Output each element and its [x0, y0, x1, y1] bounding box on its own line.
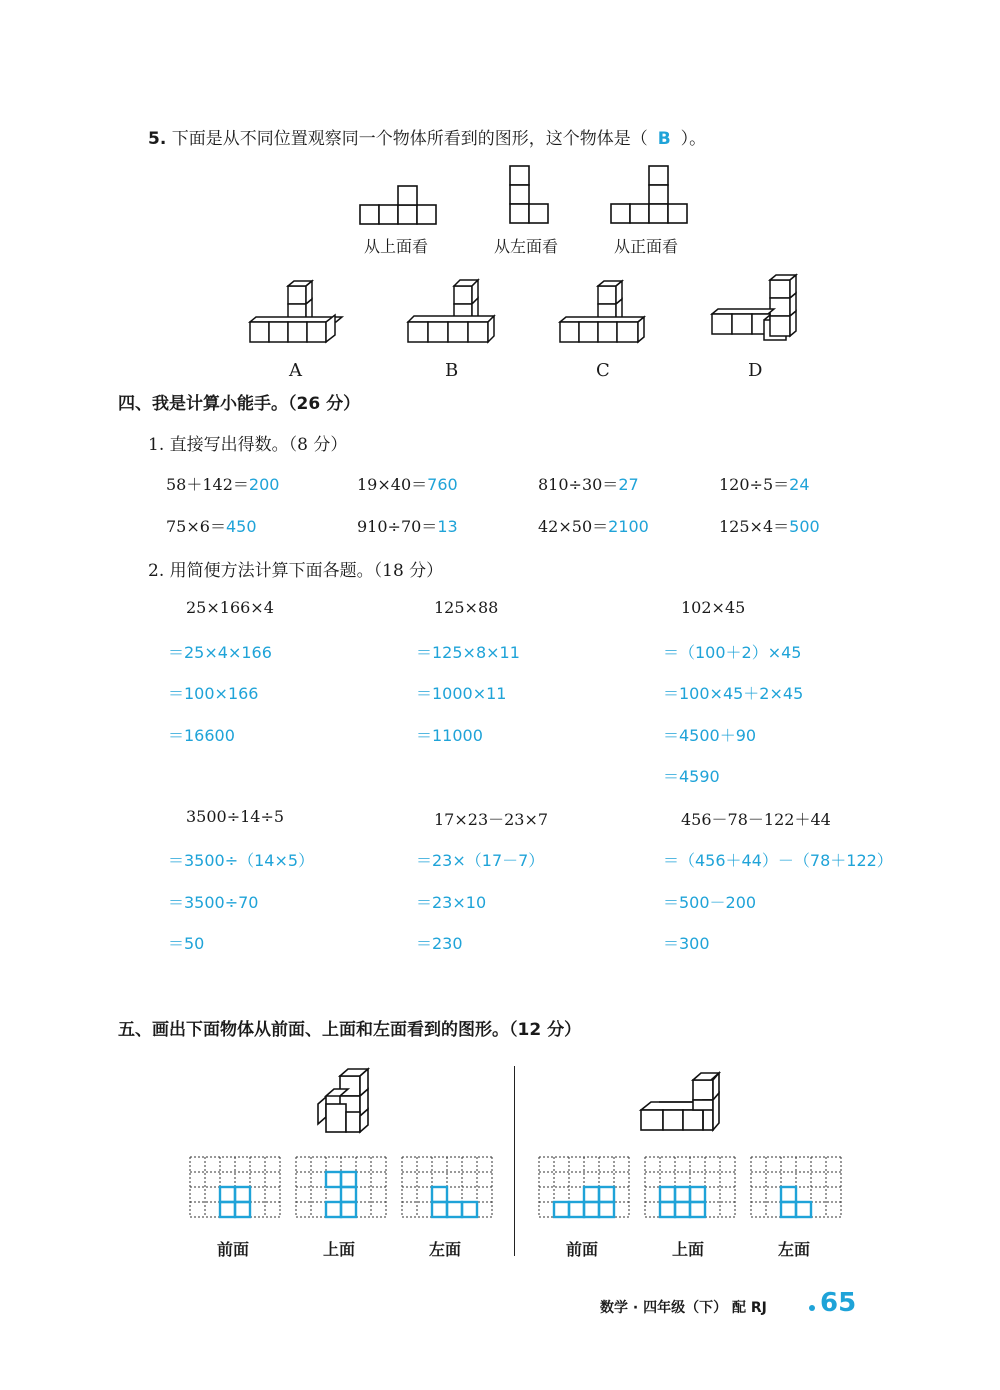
problem-step: ＝100×166 — [168, 684, 259, 703]
answer-square — [235, 1202, 250, 1217]
answer-square — [781, 1187, 796, 1202]
problem-step: ＝3500÷（14×5） — [168, 851, 315, 870]
answer-square — [432, 1202, 447, 1217]
dotted-grid[interactable] — [750, 1156, 842, 1218]
problem-question: 3500÷14÷5 — [186, 807, 285, 826]
answer-square — [341, 1172, 356, 1187]
object-left-figure — [318, 1068, 374, 1134]
grid-label-top: 上面 — [323, 1240, 356, 1259]
answer-square — [584, 1202, 599, 1217]
problem-question: 17×23－23×7 — [434, 810, 549, 829]
grid-label-front: 前面 — [217, 1240, 250, 1259]
answer-square — [690, 1202, 705, 1217]
q5-text: 下面是从不同位置观察同一个物体所看到的图形，这个物体是（ — [171, 129, 648, 149]
part1-title: 1. 直接写出得数。（8 分） — [148, 435, 348, 455]
calc-answer: 500 — [789, 517, 820, 536]
grid-label-top: 上面 — [672, 1240, 705, 1259]
calc-question: 120÷5＝ — [719, 475, 790, 494]
problem-question: 456－78－122＋44 — [681, 810, 831, 829]
problem-step: ＝300 — [663, 934, 710, 953]
view-top-caption: 从上面看 — [364, 237, 429, 256]
problem-step: ＝4500＋90 — [663, 726, 757, 745]
calc-answer: 13 — [437, 517, 458, 536]
section5-divider — [514, 1066, 515, 1256]
answer-square — [584, 1187, 599, 1202]
problem-step: ＝230 — [416, 934, 463, 953]
problem-step: ＝4590 — [663, 767, 720, 786]
calc-answer: 760 — [427, 475, 458, 494]
answer-square — [554, 1202, 569, 1217]
view-front-caption: 从正面看 — [614, 237, 679, 256]
answer-square — [796, 1202, 811, 1217]
calc-question: 42×50＝ — [538, 517, 609, 536]
object-right-figure — [641, 1072, 723, 1132]
problem-step: ＝16600 — [168, 726, 235, 745]
answer-square — [447, 1202, 462, 1217]
problem-step: ＝11000 — [416, 726, 483, 745]
option-b-label[interactable]: B — [445, 360, 459, 381]
answer-square — [220, 1202, 235, 1217]
calc-item — [719, 472, 810, 495]
answer-square — [660, 1202, 675, 1217]
calc-answer: 24 — [789, 475, 810, 494]
view-left-figure — [508, 166, 548, 226]
option-d-label[interactable]: D — [748, 360, 763, 381]
section4-title: 四、我是计算小能手。（26 分） — [118, 394, 361, 414]
problem-step: ＝500－200 — [663, 893, 757, 912]
section5-title: 五、画出下面物体从前面、上面和左面看到的图形。（12 分） — [118, 1020, 582, 1040]
calc-question: 19×40＝ — [357, 475, 428, 494]
option-b-figure — [408, 278, 498, 346]
problem-step: ＝3500÷70 — [168, 893, 259, 912]
part2-title: 2. 用简便方法计算下面各题。（18 分） — [148, 561, 444, 581]
answer-square — [341, 1202, 356, 1217]
dotted-grid[interactable] — [538, 1156, 630, 1218]
problem-step: ＝100×45＋2×45 — [663, 684, 804, 703]
answer-square — [690, 1187, 705, 1202]
answer-square — [341, 1187, 356, 1202]
page-number: 65 — [820, 1288, 857, 1318]
problem-step: ＝23×（17－7） — [416, 851, 545, 870]
calc-item — [719, 514, 820, 537]
calc-answer: 27 — [618, 475, 639, 494]
problem-step: ＝（100＋2）×45 — [663, 643, 802, 662]
answer-square — [599, 1202, 614, 1217]
calc-question: 75×6＝ — [166, 517, 226, 536]
problem-step: ＝25×4×166 — [168, 643, 272, 662]
calc-item — [357, 472, 458, 495]
option-a-figure — [250, 280, 345, 346]
answer-square — [660, 1187, 675, 1202]
dotted-grid[interactable] — [644, 1156, 736, 1218]
calc-item — [357, 514, 458, 537]
footer-dot-icon — [809, 1305, 815, 1311]
calc-item — [166, 514, 257, 537]
answer-square — [675, 1202, 690, 1217]
dotted-grid[interactable] — [401, 1156, 493, 1218]
dotted-grid[interactable] — [295, 1156, 387, 1218]
problem-step: ＝（456＋44）－（78＋122） — [663, 851, 893, 870]
option-a-label[interactable]: A — [289, 360, 302, 381]
q5-prompt — [148, 124, 706, 149]
problem-step: ＝50 — [168, 934, 205, 953]
calc-question: 58＋142＝ — [166, 475, 249, 494]
calc-answer: 2100 — [608, 517, 649, 536]
answer-square — [432, 1187, 447, 1202]
footer-book: 数学 · 四年级（下） 配 RJ — [600, 1300, 767, 1316]
problem-step: ＝125×8×11 — [416, 643, 520, 662]
calc-answer: 200 — [248, 475, 280, 494]
view-front-figure — [611, 166, 691, 226]
answer-square — [599, 1187, 614, 1202]
q5-text-end: ）。 — [680, 129, 707, 149]
answer-square — [462, 1202, 477, 1217]
calc-question: 125×4＝ — [719, 517, 790, 536]
option-d-figure — [712, 274, 802, 346]
answer-square — [569, 1202, 584, 1217]
calc-question: 910÷70＝ — [357, 517, 438, 536]
grid-label-left: 左面 — [429, 1240, 462, 1259]
answer-square — [326, 1172, 341, 1187]
problem-step: ＝1000×11 — [416, 684, 507, 703]
problem-question: 125×88 — [434, 598, 499, 617]
answer-square — [235, 1187, 250, 1202]
view-left-caption: 从左面看 — [494, 237, 559, 256]
calc-item — [538, 472, 639, 495]
calc-item — [166, 472, 279, 495]
q5-number: 5. — [148, 129, 167, 149]
q5-answer: B — [657, 129, 671, 149]
calc-question: 810÷30＝ — [538, 475, 619, 494]
option-c-figure — [560, 280, 650, 346]
grid-label-front: 前面 — [566, 1240, 599, 1259]
answer-square — [781, 1202, 796, 1217]
answer-square — [675, 1187, 690, 1202]
problem-step: ＝23×10 — [416, 893, 487, 912]
grid-label-left: 左面 — [778, 1240, 811, 1259]
calc-answer: 450 — [225, 517, 257, 536]
calc-item — [538, 514, 649, 537]
dotted-grid[interactable] — [189, 1156, 281, 1218]
problem-question: 102×45 — [681, 598, 746, 617]
option-c-label[interactable]: C — [596, 360, 610, 381]
problem-question: 25×166×4 — [186, 598, 274, 617]
answer-square — [326, 1202, 341, 1217]
answer-square — [220, 1187, 235, 1202]
view-top-figure — [360, 186, 440, 226]
